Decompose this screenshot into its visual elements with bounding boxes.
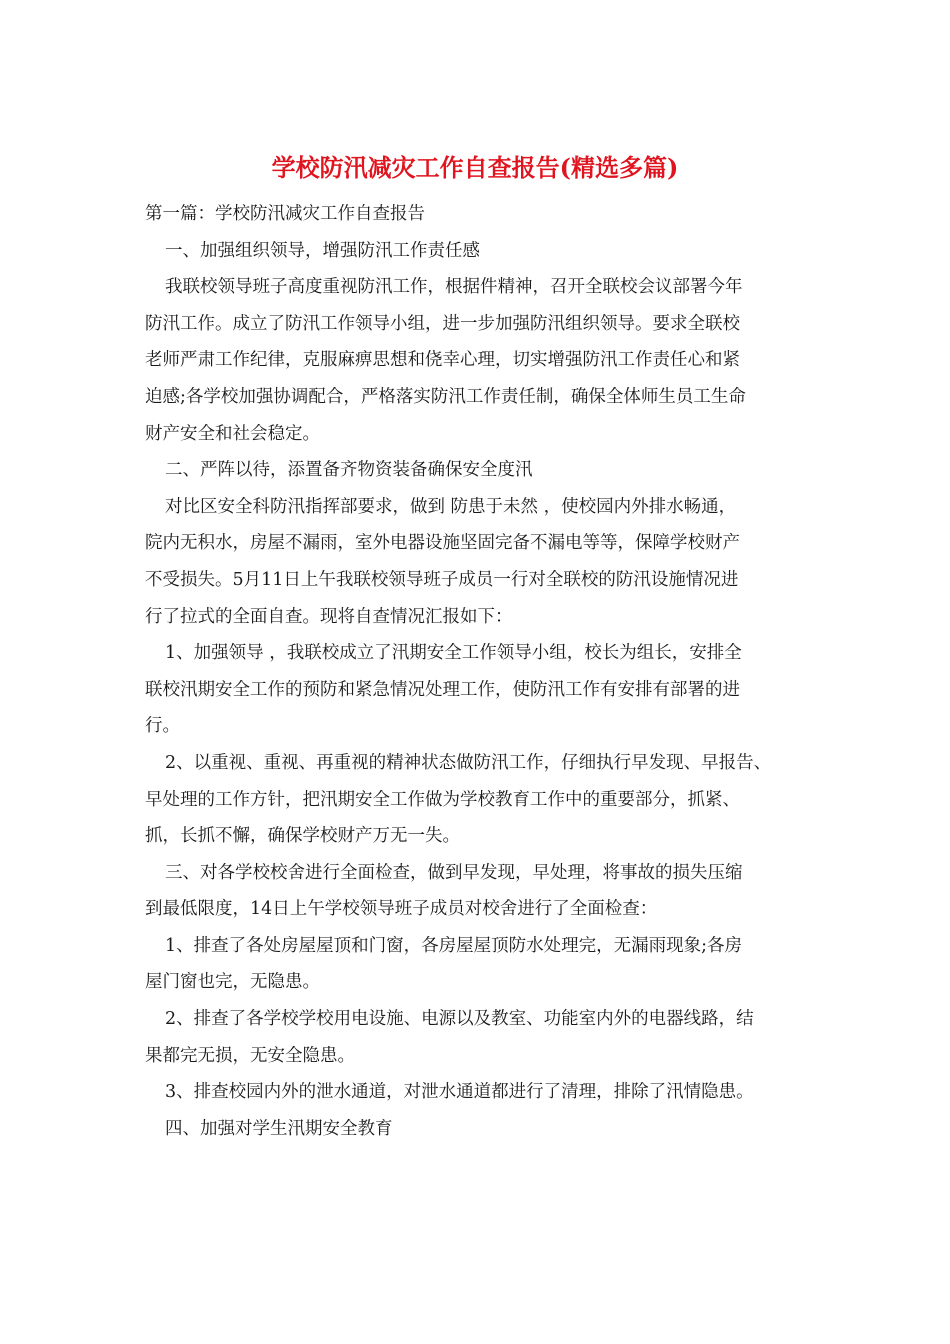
body-line: 四、加强对学生汛期安全教育 — [165, 1118, 393, 1139]
document-body — [145, 196, 835, 1147]
document-title: 学校防汛减灾工作自查报告(精选多篇) — [271, 153, 679, 182]
body-line: 迫感;各学校加强协调配合，严格落实防汛工作责任制，确保全体师生员工生命 — [145, 386, 746, 407]
body-line: 财产安全和社会稳定。 — [145, 423, 320, 444]
body-line: 我联校领导班子高度重视防汛工作，根据件精神，召开全联校会议部署今年 — [165, 277, 743, 298]
body-line: 果都完无损，无安全隐患。 — [145, 1045, 355, 1066]
body-line: 1、排查了各处房屋屋顶和门窗，各房屋屋顶防水处理完，无漏雨现象;各房 — [165, 935, 743, 956]
body-line: 防汛工作。成立了防汛工作领导小组，进一步加强防汛组织领导。要求全联校 — [145, 313, 740, 334]
body-line: 二、严阵以待，添置备齐物资装备确保安全度汛 — [165, 460, 533, 481]
body-line: 行了拉式的全面自查。现将自查情况汇报如下： — [145, 606, 513, 627]
body-line: 行。 — [145, 716, 180, 737]
body-line: 三、对各学校校舍进行全面检查，做到早发现，早处理，将事故的损失压缩 — [165, 862, 743, 883]
body-line: 不受损失。5月11日上午我联校领导班子成员一行对全联校的防汛设施情况进 — [145, 569, 739, 590]
body-line: 老师严肃工作纪律，克服麻痹思想和侥幸心理，切实增强防汛工作责任心和紧 — [145, 350, 740, 371]
body-line: 抓，长抓不懈，确保学校财产万无一失。 — [145, 826, 460, 847]
body-line: 1、加强领导 ，我联校成立了汛期安全工作领导小组，校长为组长，安排全 — [165, 643, 742, 664]
body-line: 2、排查了各学校学校用电设施、电源以及教室、功能室内外的电器线路，结 — [165, 1009, 754, 1030]
body-line: 2、以重视、重视、再重视的精神状态做防汛工作，仔细执行早发现、早报告、 — [165, 752, 772, 773]
body-line: 第一篇：学校防汛减灾工作自查报告 — [145, 204, 425, 224]
body-line: 联校汛期安全工作的预防和紧急情况处理工作，使防汛工作有安排有部署的进 — [145, 679, 740, 700]
body-line: 3、排查校园内外的泄水通道，对泄水通道都进行了清理，排除了汛情隐患。 — [165, 1082, 754, 1103]
body-line: 一、加强组织领导，增强防汛工作责任感 — [165, 240, 480, 261]
body-line: 早处理的工作方针，把汛期安全工作做为学校教育工作中的重要部分，抓紧、 — [145, 789, 740, 810]
body-line: 对比区安全科防汛指挥部要求，做到 防患于未然 ，使校园内外排水畅通， — [165, 496, 737, 517]
body-line: 院内无积水，房屋不漏雨，室外电器设施坚固完备不漏电等等，保障学校财产 — [145, 533, 740, 554]
body-line: 屋门窗也完，无隐患。 — [145, 972, 320, 993]
body-line: 到最低限度，14日上午学校领导班子成员对校舍进行了全面检查： — [145, 899, 658, 920]
